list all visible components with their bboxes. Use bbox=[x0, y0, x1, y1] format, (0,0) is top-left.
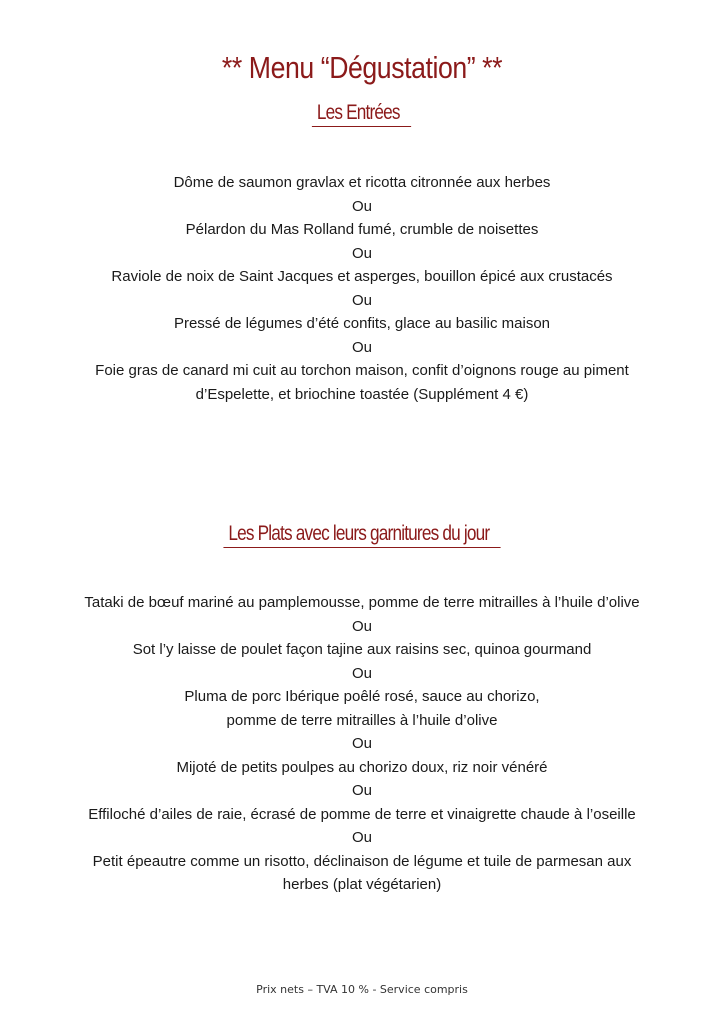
entrees-heading-label: Les Entrées bbox=[312, 101, 411, 127]
dish-line: Effiloché d’ailes de raie, écrasé de pomme de terre et vinaigrette chaude à l’oseille bbox=[88, 805, 636, 823]
dish-line: pomme de terre mitrailles à l’huile d’olive bbox=[226, 711, 498, 729]
or-separator: Ou bbox=[351, 735, 372, 752]
or-separator: Ou bbox=[351, 617, 372, 635]
dish-line: Petit épeautre comme un risotto, déclinaison de légume et tuile de parmesan aux bbox=[92, 852, 632, 870]
or-separator: Ou bbox=[351, 197, 372, 215]
price-footer: Prix nets – TVA 10 % - Service compris bbox=[256, 983, 468, 996]
or-separator: Ou bbox=[351, 291, 372, 309]
or-separator: Ou bbox=[351, 664, 372, 682]
or-separator: Ou bbox=[351, 829, 372, 846]
dish-line: Pélardon du Mas Rolland fumé, crumble de noisettes bbox=[185, 221, 539, 238]
dish-line: Pluma de porc Ibérique poêlé rosé, sauce au chorizo, bbox=[184, 688, 540, 705]
or-separator: Ou bbox=[351, 244, 372, 262]
entrees-list bbox=[0, 171, 724, 406]
or-separator: Ou bbox=[351, 782, 372, 799]
dish-line: Tataki de bœuf mariné au pamplemousse, pomme de terre mitrailles à l’huile d’olive bbox=[84, 594, 640, 611]
entrees-heading bbox=[0, 101, 724, 127]
dish-line: herbes (plat végétarien) bbox=[282, 876, 442, 893]
dish-line: Pressé de légumes d’été confits, glace au basilic maison bbox=[173, 315, 551, 332]
dish-line: Sot l’y laisse de poulet façon tajine aux raisins sec, quinoa gourmand bbox=[132, 641, 592, 658]
menu-title: ** Menu “Dégustation” ** bbox=[221, 50, 503, 85]
dish-line: Mijoté de petits poulpes au chorizo doux, riz noir vénéré bbox=[176, 758, 548, 776]
dish-line: Dôme de saumon gravlax et ricotta citronnée aux herbes bbox=[173, 174, 551, 191]
plats-list bbox=[0, 591, 724, 897]
dish-line: Raviole de noix de Saint Jacques et asperges, bouillon épicé aux crustacés bbox=[111, 268, 613, 285]
dish-line: d’Espelette, et briochine toastée (Supplément 4 €) bbox=[195, 385, 529, 403]
or-separator: Ou bbox=[351, 338, 372, 356]
dish-line: Foie gras de canard mi cuit au torchon maison, confit d’oignons rouge au piment bbox=[95, 362, 629, 379]
plats-heading bbox=[0, 522, 724, 548]
plats-heading-label: Les Plats avec leurs garnitures du jour bbox=[223, 522, 500, 548]
